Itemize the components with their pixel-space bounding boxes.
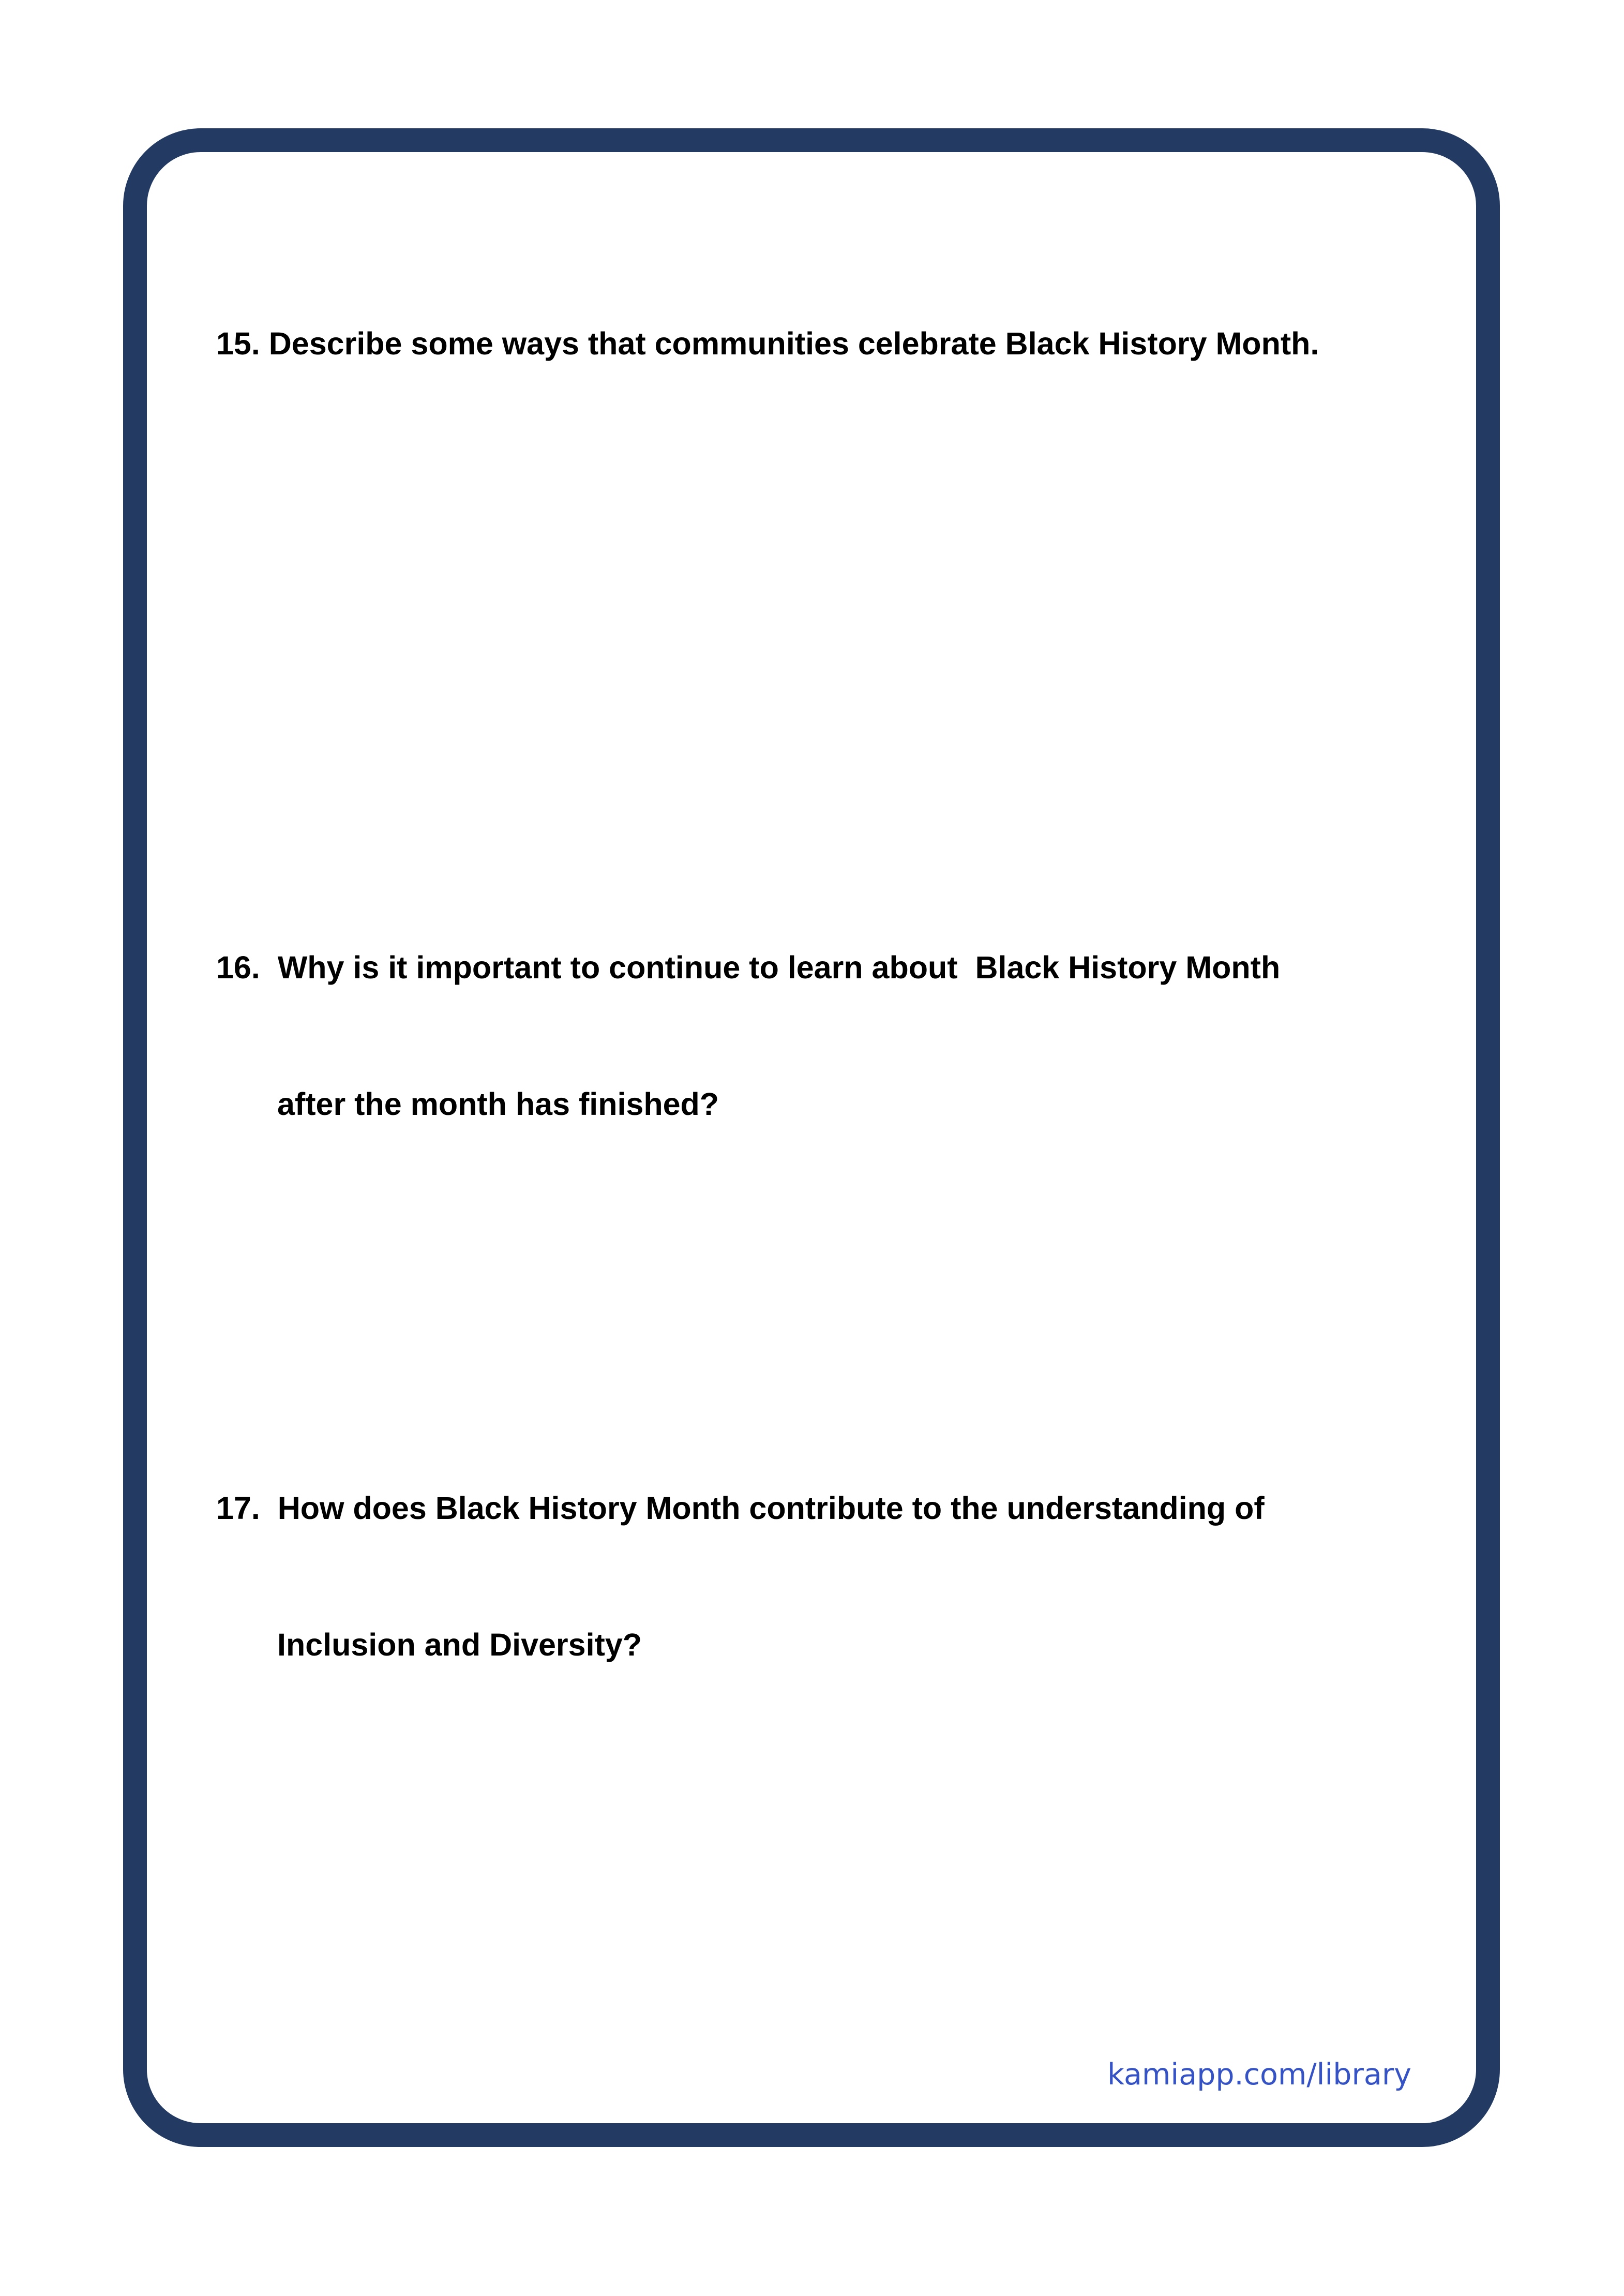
kami-library-link[interactable]: kamiapp.com/library bbox=[1107, 2058, 1411, 2092]
question-17-text-line-1: 17. How does Black History Month contribute to the understanding of bbox=[216, 1490, 1265, 1526]
question-16 bbox=[216, 854, 1406, 1172]
question-17 bbox=[216, 1394, 1406, 1713]
question-15 bbox=[216, 230, 1406, 412]
question-16-text-line-1: 16. Why is it important to continue to learn about Black History Month bbox=[216, 950, 1281, 985]
question-17-text-line-2: Inclusion and Diversity? bbox=[277, 1627, 642, 1662]
question-16-text-line-2: after the month has finished? bbox=[277, 1086, 719, 1122]
question-15-text: 15. Describe some ways that communities celebrate Black History Month. bbox=[216, 326, 1319, 361]
